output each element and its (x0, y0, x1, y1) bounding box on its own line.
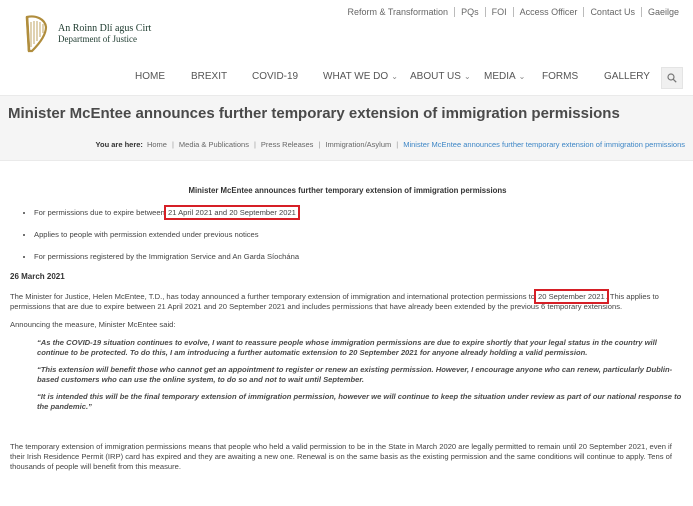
page-title: Minister McEntee announces further temporary extension of immigration permissions (8, 105, 620, 122)
breadcrumb-press-releases[interactable]: Press Releases (260, 140, 314, 149)
breadcrumb-separator: | (171, 140, 174, 149)
logo-english-name: Department of Justice (58, 34, 137, 44)
chevron-down-icon: ⌄ (518, 72, 526, 81)
article-paragraph: The temporary extension of immigration permissions means that people who held a valid permission to be in the State in March 2020 are legally permitted to remain until 20 September 2021, even if their Irish Residence Permit (IRP) card has expired and they are awaiting a new one. Renewal is on the same basis as the existing permission and the same conditions will continue to apply. Tens of thousands of people will benefit from this measure. (10, 442, 672, 471)
article-paragraph: The Minister for Justice, Helen McEntee, T.D., has today announced a further temporary extension of immigration and international protection permissions to 20 September 2021. This applies to permissions that are due to expire between 21 April 2021 and 20 September 2021 and includes permissions that have already been extended by the previous 6 temporary extensions. (10, 292, 659, 311)
nav-gallery[interactable]: GALLERY (604, 71, 650, 82)
breadcrumb-immigration-asylum[interactable]: Immigration/Asylum (325, 140, 392, 149)
nav-about-us[interactable]: ABOUT US ⌄ (410, 71, 471, 82)
breadcrumb (96, 140, 685, 149)
summary-list (10, 208, 685, 262)
util-link-pqs[interactable]: PQs (461, 7, 479, 17)
nav-what-we-do[interactable]: WHAT WE DO ⌄ (323, 71, 398, 82)
page-header (0, 95, 693, 161)
util-link-access-officer[interactable]: Access Officer (519, 7, 578, 17)
logo-text (58, 23, 151, 45)
logo-irish-name: An Roinn Dlí agus Cirt (58, 23, 152, 34)
breadcrumb-separator: | (318, 140, 321, 149)
highlighted-date-range: 21 April 2021 and 20 September 2021 (167, 208, 296, 217)
breadcrumb-media-publications[interactable]: Media & Publications (178, 140, 249, 149)
minister-quote: “As the COVID-19 situation continues to evolve, I want to reassure people whose immigration permissions are due to expire shortly that your legal status in the country will continue to be protected. To do this, I am introducing a further automatic extension to 20 September 2021 for anyone already holding a valid permission. (37, 338, 657, 357)
util-link-foi[interactable]: FOI (491, 7, 507, 17)
article-headline: Minister McEntee announces further temporary extension of immigration permissions (188, 186, 507, 195)
utility-nav (342, 7, 685, 17)
highlighted-date: 20 September 2021 (538, 292, 605, 301)
list-item: • For permissions registered by the Immigration Service and An Garda Síochána (34, 252, 685, 262)
list-item: • Applies to people with permission extended under previous notices (34, 230, 685, 240)
breadcrumb-separator: | (253, 140, 256, 149)
breadcrumb-separator: | (396, 140, 399, 149)
article-body (10, 186, 685, 480)
breadcrumb-home[interactable]: Home (146, 140, 167, 149)
minister-quote: “It is intended this will be the final temporary extension of immigration permission, however we will continue to keep the situation under review as part of our national response to the pandemic.” (37, 392, 682, 411)
article-paragraph: Announcing the measure, Minister McEntee said: (10, 320, 176, 329)
article-date: 26 March 2021 (10, 272, 65, 281)
nav-media[interactable]: MEDIA ⌄ (484, 71, 526, 82)
harp-icon (22, 14, 48, 54)
chevron-down-icon: ⌄ (463, 72, 471, 81)
main-nav (0, 71, 693, 87)
breadcrumb-label: You are here: (95, 140, 143, 149)
breadcrumb-current[interactable]: Minister McEntee announces further temporary extension of immigration permissions (403, 140, 685, 149)
minister-quote: “This extension will benefit those who cannot get an appointment to register or renew an existing permission. However, I encourage anyone who can renew, particularly Dublin-based customers who can use the online system, to do so and not to wait until September. (37, 365, 673, 384)
chevron-down-icon: ⌄ (391, 72, 398, 81)
list-item: • For permissions due to expire between 21 April 2021 and 20 September 2021 (34, 208, 685, 218)
nav-covid-19[interactable]: COVID-19 (252, 71, 299, 82)
util-link-reform[interactable]: Reform & Transformation (347, 7, 449, 17)
nav-forms[interactable]: FORMS (542, 71, 579, 82)
search-icon (667, 73, 677, 83)
nav-brexit[interactable]: BREXIT (191, 71, 228, 82)
site-logo[interactable] (22, 14, 151, 54)
search-button[interactable] (661, 67, 683, 89)
util-link-contact[interactable]: Contact Us (590, 7, 635, 17)
util-link-gaeilge[interactable]: Gaeilge (647, 7, 679, 17)
nav-home[interactable]: HOME (135, 71, 165, 82)
